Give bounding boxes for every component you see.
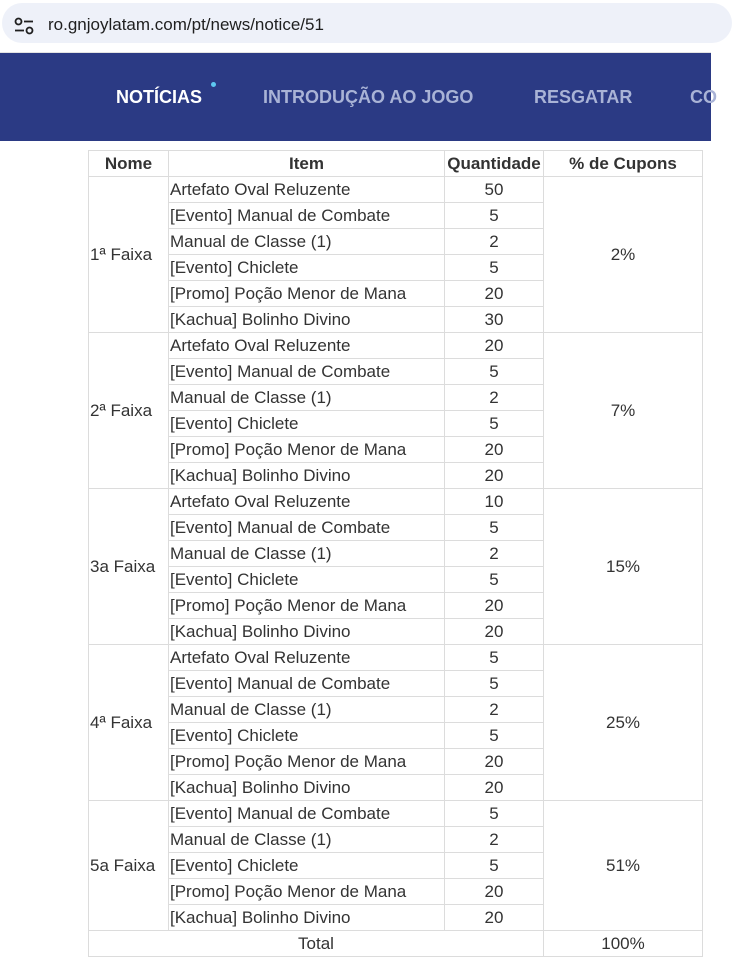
table-row [89, 177, 703, 203]
item-quantity: 20 [445, 749, 544, 775]
item-name: [Evento] Manual de Combate [169, 801, 445, 827]
item-quantity: 5 [445, 801, 544, 827]
table-row [89, 489, 703, 515]
total-percent: 100% [544, 931, 703, 957]
coupon-table [88, 150, 703, 957]
tier-name: 1ª Faixa [89, 177, 169, 333]
tier-name: 4ª Faixa [89, 645, 169, 801]
item-quantity: 20 [445, 905, 544, 931]
table-row [89, 645, 703, 671]
item-name: Artefato Oval Reluzente [169, 645, 445, 671]
item-quantity: 5 [445, 723, 544, 749]
item-name: [Promo] Poção Menor de Mana [169, 593, 445, 619]
item-name: [Kachua] Bolinho Divino [169, 619, 445, 645]
item-quantity: 2 [445, 229, 544, 255]
item-name: Artefato Oval Reluzente [169, 489, 445, 515]
nav-item-resgatar[interactable]: RESGATAR [534, 87, 633, 107]
item-name: [Promo] Poção Menor de Mana [169, 879, 445, 905]
item-name: Manual de Classe (1) [169, 385, 445, 411]
item-quantity: 20 [445, 619, 544, 645]
tier-percent: 15% [544, 489, 703, 645]
item-quantity: 50 [445, 177, 544, 203]
tier-percent: 7% [544, 333, 703, 489]
item-name: [Promo] Poção Menor de Mana [169, 437, 445, 463]
item-quantity: 10 [445, 489, 544, 515]
nav-item-introducao[interactable]: INTRODUÇÃO AO JOGO [263, 87, 474, 107]
browser-address-bar [0, 0, 711, 53]
tier-name: 5a Faixa [89, 801, 169, 931]
tune-icon[interactable] [14, 17, 34, 35]
item-name: Artefato Oval Reluzente [169, 177, 445, 203]
item-quantity: 30 [445, 307, 544, 333]
total-label: Total [89, 931, 544, 957]
table-row [89, 333, 703, 359]
item-name: [Promo] Poção Menor de Mana [169, 749, 445, 775]
item-quantity: 5 [445, 567, 544, 593]
header-nome: Nome [89, 151, 169, 177]
tier-name: 2ª Faixa [89, 333, 169, 489]
item-quantity: 20 [445, 879, 544, 905]
tier-percent: 25% [544, 645, 703, 801]
item-quantity: 2 [445, 541, 544, 567]
item-name: Artefato Oval Reluzente [169, 333, 445, 359]
nav-item-truncated[interactable]: CO [690, 87, 717, 107]
nav-item-noticias[interactable]: NOTÍCIAS [116, 87, 203, 107]
url-pill[interactable] [2, 3, 732, 43]
item-name: [Kachua] Bolinho Divino [169, 775, 445, 801]
header-quantidade: Quantidade [445, 151, 544, 177]
item-quantity: 5 [445, 515, 544, 541]
item-name: [Promo] Poção Menor de Mana [169, 281, 445, 307]
item-name: Manual de Classe (1) [169, 229, 445, 255]
item-quantity: 5 [445, 255, 544, 281]
item-name: [Evento] Chiclete [169, 411, 445, 437]
table-row [89, 801, 703, 827]
item-quantity: 5 [445, 671, 544, 697]
item-quantity: 5 [445, 359, 544, 385]
item-name: Manual de Classe (1) [169, 827, 445, 853]
tier-percent: 51% [544, 801, 703, 931]
item-quantity: 5 [445, 411, 544, 437]
header-item: Item [169, 151, 445, 177]
tier-name: 3a Faixa [89, 489, 169, 645]
item-quantity: 20 [445, 437, 544, 463]
item-name: Manual de Classe (1) [169, 541, 445, 567]
total-row [89, 931, 703, 957]
site-navbar [0, 53, 717, 141]
item-quantity: 20 [445, 593, 544, 619]
item-quantity: 5 [445, 203, 544, 229]
item-quantity: 2 [445, 385, 544, 411]
item-name: [Evento] Manual de Combate [169, 359, 445, 385]
item-name: [Evento] Manual de Combate [169, 515, 445, 541]
item-name: [Evento] Chiclete [169, 255, 445, 281]
item-name: [Kachua] Bolinho Divino [169, 463, 445, 489]
item-quantity: 20 [445, 463, 544, 489]
item-name: [Evento] Chiclete [169, 723, 445, 749]
item-name: [Evento] Manual de Combate [169, 671, 445, 697]
item-name: [Evento] Chiclete [169, 853, 445, 879]
item-name: [Kachua] Bolinho Divino [169, 307, 445, 333]
item-name: Manual de Classe (1) [169, 697, 445, 723]
header-cupons: % de Cupons [544, 151, 703, 177]
item-quantity: 20 [445, 333, 544, 359]
item-quantity: 5 [445, 853, 544, 879]
coupon-table-container [88, 150, 702, 957]
table-body [89, 177, 703, 957]
url-text[interactable]: ro.gnjoylatam.com/pt/news/notice/51 [48, 15, 324, 34]
item-name: [Evento] Chiclete [169, 567, 445, 593]
item-quantity: 20 [445, 775, 544, 801]
item-name: [Evento] Manual de Combate [169, 203, 445, 229]
tier-percent: 2% [544, 177, 703, 333]
item-quantity: 2 [445, 827, 544, 853]
active-indicator-dot [211, 82, 216, 87]
item-quantity: 20 [445, 281, 544, 307]
item-quantity: 2 [445, 697, 544, 723]
item-name: [Kachua] Bolinho Divino [169, 905, 445, 931]
table-header-row [89, 151, 703, 177]
item-quantity: 5 [445, 645, 544, 671]
